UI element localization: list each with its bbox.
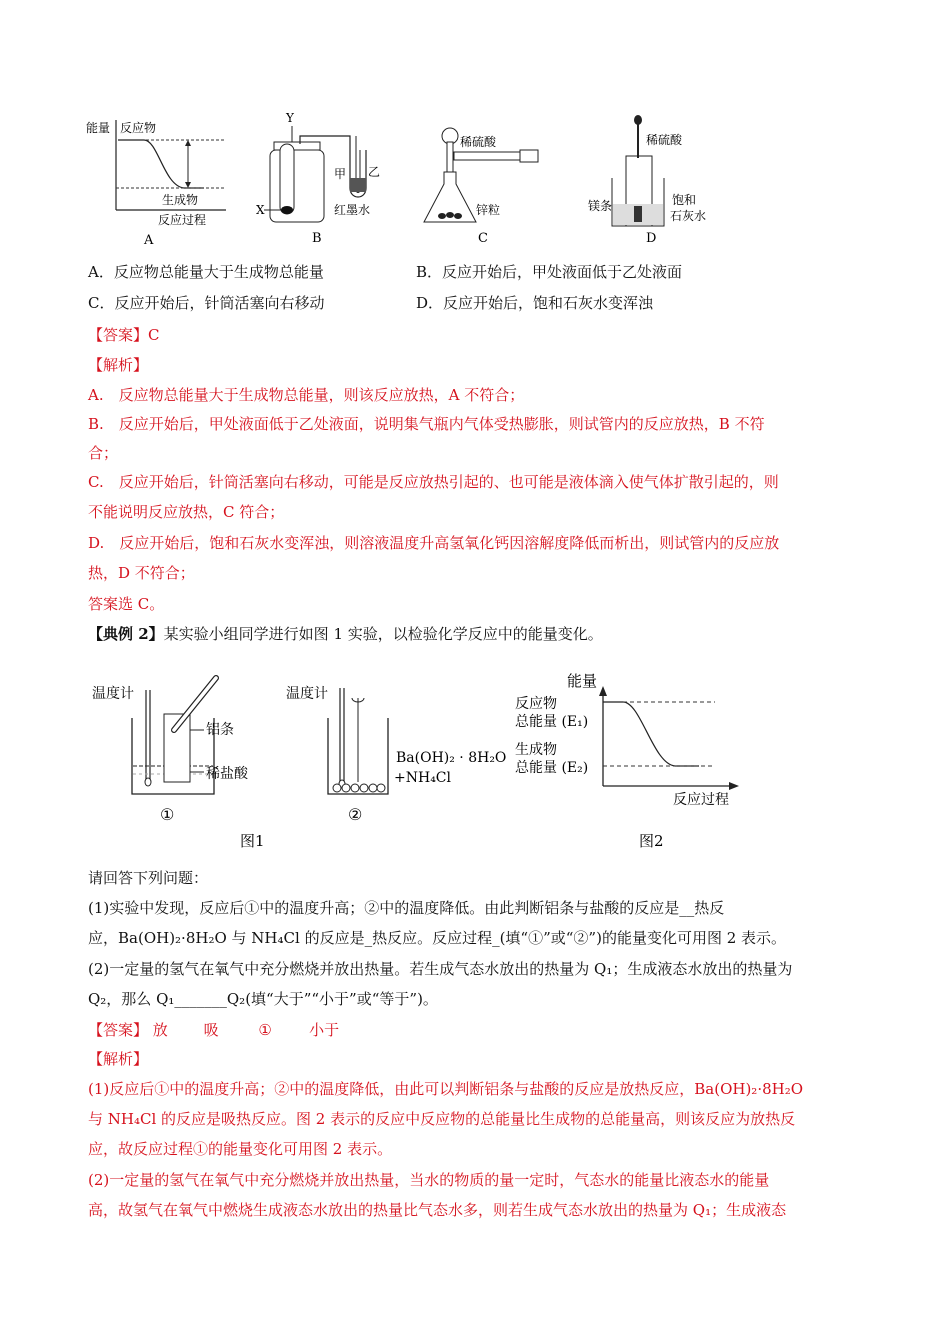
fig2-product-2: 总能量 (E₂) — [515, 760, 589, 776]
fig-b-caption: B — [312, 231, 322, 246]
fig-d-lime2: 石灰水 — [670, 209, 707, 223]
example-2-heading — [88, 624, 603, 644]
question-1-line-2: 应，Ba(OH)₂·8H₂O 与 NH₄Cl 的反应是_热反应。反应过程_(填“①”或“②”)的能量变化可用图 2 表示。 — [88, 929, 787, 947]
question-1-line-1: (1)实验中发现，反应后①中的温度升高；②中的温度降低。由此判断铝条与盐酸的反应是__热反 — [88, 899, 725, 917]
fig-b-yi: 乙 — [368, 165, 381, 179]
analysis-c-2: 不能说明反应放热，C 符合； — [88, 503, 285, 521]
fig1-thermo-2: 温度计 — [286, 686, 328, 702]
fig-d-mg: 镁条 — [588, 199, 613, 213]
fig1-n1: ① — [160, 805, 175, 824]
fig-a-reactant: 反应物 — [120, 121, 157, 135]
fig-d-acid: 稀硫酸 — [646, 133, 683, 147]
fig-c-acid: 稀硫酸 — [460, 135, 497, 149]
prompt: 请回答下列问题： — [88, 869, 209, 887]
option-b: B．反应开始后，甲处液面低于乙处液面 — [416, 263, 683, 281]
fig2-product-1: 生成物 — [515, 742, 557, 758]
fig2-caption: 图2 — [639, 832, 664, 850]
fig1-thermo-1: 温度计 — [92, 686, 134, 702]
fig1-reagent-1: Ba(OH)₂ · 8H₂O — [396, 750, 507, 766]
question-2-line-1: (2)一定量的氢气在氧气中充分燃烧并放出热量。若生成气态水放出的热量为 Q₁；生成液态水放出的热量为 — [88, 960, 793, 978]
figure-b — [250, 108, 400, 248]
fig-c-zinc: 锌粒 — [476, 203, 501, 217]
explanation-3: 应，故反应过程①的能量变化可用图 2 表示。 — [88, 1140, 393, 1158]
explanation-2: 与 NH₄Cl 的反应是吸热反应。图 2 表示的反应中反应物的总能量比生成物的总能量高，则该反应为放热反 — [88, 1110, 796, 1128]
fig2-reactant-2: 总能量 (E₁) — [515, 714, 589, 730]
analysis-d-2: 热，D 不符合； — [88, 564, 195, 582]
fig-d-caption: D — [646, 231, 657, 246]
analysis-c-1: C. 反应开始后，针筒活塞向右移动，可能是反应放热引起的、也可能是液体滴入使气体扩散引起的，则 — [88, 473, 779, 491]
figure-a — [86, 112, 236, 247]
figure-c — [420, 118, 560, 248]
answer-2-item-1: 放 — [152, 1021, 168, 1039]
fig-d-lime1: 饱和 — [672, 193, 697, 207]
fig-b-ink: 红墨水 — [334, 203, 371, 217]
option-a: A．反应物总能量大于生成物总能量 — [88, 263, 324, 281]
option-c: C．反应开始后，针筒活塞向右移动 — [88, 294, 325, 312]
explanation-5: 高，故氢气在氧气中燃烧生成液态水放出的热量比气态水多，则若生成气态水放出的热量为 Q₁；生成液态 — [88, 1201, 787, 1219]
analysis-label-1: 【解析】 — [88, 356, 149, 374]
answer-2-item-2: 吸 — [203, 1021, 219, 1039]
example-2-tag: 【典例 2】 — [88, 625, 164, 643]
question-2-line-2: Q₂，那么 Q₁_______Q₂(填“大于”“小于”或“等于”)。 — [88, 990, 438, 1008]
fig2-xlabel: 反应过程 — [673, 792, 729, 808]
fig1-al: 铝条 — [206, 722, 234, 738]
explanation-4: (2)一定量的氢气在氧气中充分燃烧并放出热量，当水的物质的量一定时，气态水的能量比液态水的能量 — [88, 1171, 770, 1189]
option-d: D．反应开始后，饱和石灰水变浑浊 — [416, 294, 654, 312]
analysis-b-2: 合； — [88, 444, 119, 462]
fig-b-y: Y — [286, 111, 294, 125]
fig-a-caption: A — [144, 233, 154, 247]
fig-a-product: 生成物 — [162, 193, 199, 207]
example-2-text: 某实验小组同学进行如图 1 实验，以检验化学反应中的能量变化。 — [163, 625, 603, 643]
fig1-reagent-2: +NH₄Cl — [394, 770, 451, 786]
answer-2-item-3: ① — [258, 1021, 272, 1039]
analysis-label-2: 【解析】 — [88, 1050, 149, 1068]
explanation-1: (1)反应后①中的温度升高；②中的温度降低，由此可以判断铝条与盐酸的反应是放热反应，Ba(OH)₂·8H₂O — [88, 1080, 804, 1098]
analysis-d-1: D. 反应开始后，饱和石灰水变浑浊，则溶液温度升高氢氧化钙因溶解度降低而析出，则试管内的反应放 — [88, 534, 780, 552]
final-answer-1: 答案选 C。 — [88, 595, 165, 613]
analysis-b-1: B. 反应开始后，甲处液面低于乙处液面，说明集气瓶内气体受热膨胀，则试管内的反应放热，B 不符 — [88, 415, 765, 433]
figure-1 — [88, 670, 528, 860]
answer-2-item-4: 小于 — [309, 1021, 340, 1039]
figure-d — [588, 108, 728, 248]
analysis-a: A. 反应物总能量大于生成物总能量，则该反应放热，A 不符合； — [88, 386, 525, 404]
fig1-hcl: 稀盐酸 — [206, 766, 248, 782]
fig1-caption: 图1 — [240, 832, 265, 850]
fig1-n2: ② — [348, 805, 363, 824]
fig-b-x: X — [256, 203, 265, 217]
fig-c-caption: C — [478, 231, 488, 246]
fig-a-ylabel: 能量 — [86, 121, 111, 135]
answer-2-label: 【答案】 — [88, 1021, 149, 1039]
figure-2 — [515, 668, 755, 858]
fig2-reactant-1: 反应物 — [515, 696, 557, 712]
answer-1: 【答案】C — [88, 326, 160, 344]
answer-2 — [88, 1020, 339, 1040]
fig2-ylabel: 能量 — [567, 672, 598, 690]
fig-b-jia: 甲 — [334, 167, 347, 181]
fig-a-xlabel: 反应过程 — [158, 213, 207, 227]
